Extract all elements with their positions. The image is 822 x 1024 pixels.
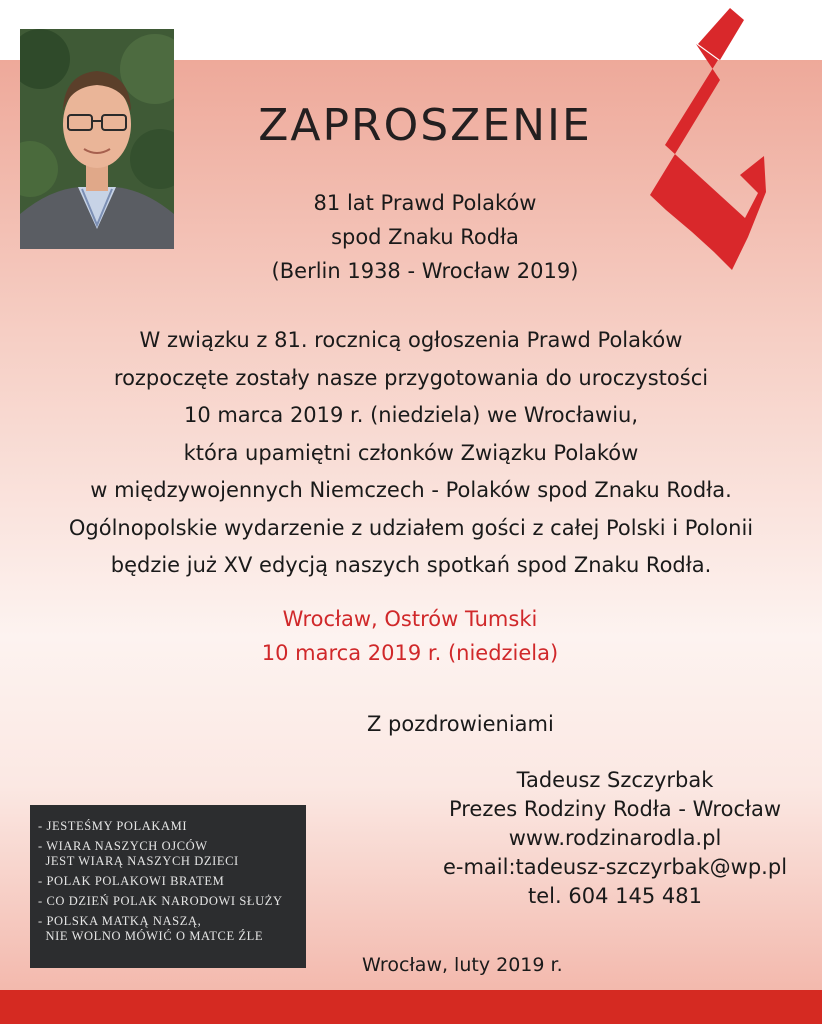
body-line: będzie już XV edycją naszych spotkań spod Znaku Rodła. (110, 553, 712, 577)
signature-name: Tadeusz Szczyrbak (516, 768, 714, 792)
plaque-line: NIE WOLNO MÓWIĆ O MATCE ŹLE (38, 929, 264, 943)
plaque-item (38, 839, 283, 869)
plaque-item (38, 819, 283, 834)
plaque-line: - WIARA NASZYCH OJCÓW (38, 839, 208, 853)
body-line: 10 marca 2019 r. (niedziela) we Wrocławiu, (183, 403, 639, 427)
signature-website[interactable]: www.rodzinarodla.pl (508, 826, 722, 850)
plaque-line: - POLAK POLAKOWI BRATEM (38, 874, 225, 888)
greeting: Z pozdrowieniami (367, 712, 554, 736)
subtitle-line: 81 lat Prawd Polaków (313, 191, 537, 215)
page-title: ZAPROSZENIE (258, 100, 592, 151)
plaque-line: - JESTEŚMY POLAKAMI (38, 819, 188, 833)
plaque-item (38, 894, 283, 909)
event-location: Wrocław, Ostrów Tumski (282, 607, 538, 631)
portrait-illustration (20, 29, 174, 249)
subtitle-line: spod Znaku Rodła (331, 225, 519, 249)
plaque-list (38, 819, 283, 949)
bottom-red-bar (0, 990, 822, 1024)
subtitle-block (200, 186, 650, 288)
signature-block (420, 766, 810, 911)
body-line: w międzywojennych Niemczech - Polaków spod Znaku Rodła. (90, 478, 732, 502)
plaque-line: - POLSKA MATKĄ NASZĄ, (38, 914, 202, 928)
plaque-line: JEST WIARĄ NASZYCH DZIECI (38, 854, 239, 868)
body-line: Ogólnopolskie wydarzenie z udziałem gości z całej Polski i Polonii (68, 515, 754, 540)
subtitle-line: (Berlin 1938 - Wrocław 2019) (271, 259, 579, 283)
body-line: która upamiętni członków Związku Polaków (183, 440, 639, 465)
signature-phone: tel. 604 145 481 (528, 884, 702, 908)
rodlo-symbol-icon (650, 0, 822, 280)
plaque-item (38, 874, 283, 889)
event-details (160, 602, 660, 670)
truths-plaque (30, 805, 306, 968)
event-date: 10 marca 2019 r. (niedziela) (261, 641, 559, 665)
plaque-line: - CO DZIEŃ POLAK NARODOWI SŁUŻY (38, 894, 283, 908)
place-and-date: Wrocław, luty 2019 r. (362, 954, 563, 976)
body-line: W związku z 81. rocznicą ogłoszenia Prawd Polaków (139, 328, 683, 352)
signature-role: Prezes Rodziny Rodła - Wrocław (448, 797, 782, 821)
body-line: rozpoczęte zostały nasze przygotowania do uroczystości (113, 365, 709, 390)
invitation-body (20, 322, 802, 585)
signature-email[interactable]: e-mail:tadeusz-szczyrbak@wp.pl (442, 855, 788, 879)
plaque-item (38, 914, 283, 944)
portrait-photo (20, 29, 174, 249)
